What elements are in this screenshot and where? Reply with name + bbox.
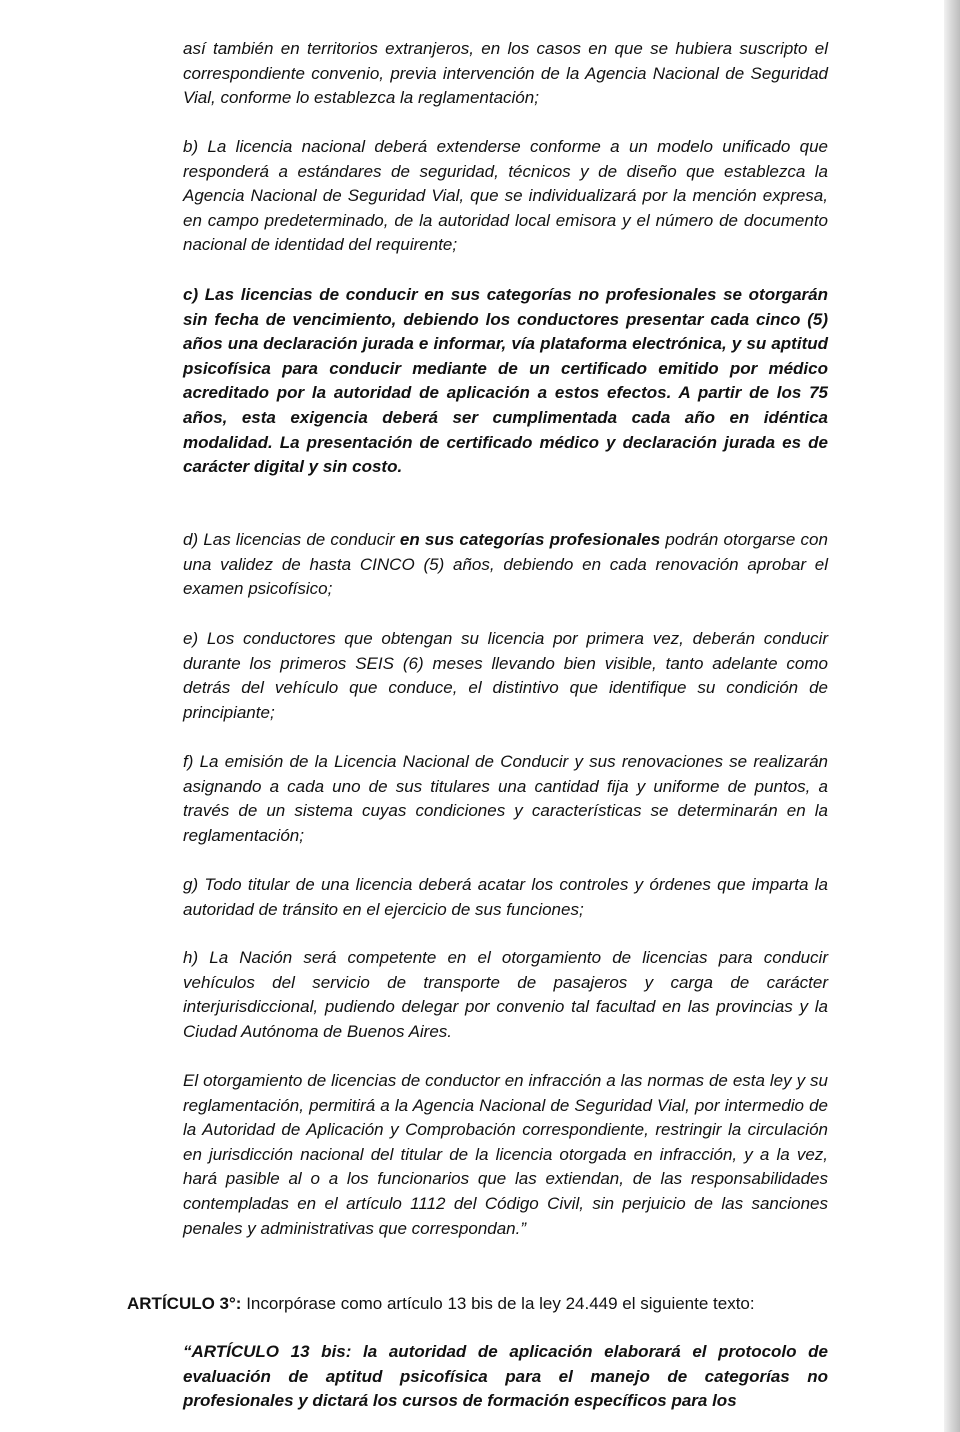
article-13bis-quote: “ARTÍCULO 13 bis: la autoridad de aplicación elaborará el protocolo de evaluación de aptitud psicofísica para el manejo de categorías no profesionales y dictará los cursos de formación específicos para los	[183, 1342, 828, 1411]
page-edge-shadow	[944, 0, 960, 1432]
article-3-label: ARTÍCULO 3°:	[127, 1294, 242, 1313]
paragraph-c: c) Las licencias de conducir en sus categorías no profesionales se otorgarán sin fecha de vencimiento, debiendo los conductores presentar cada cinco (5) años una declaración jurada e informar, vía plataforma electrónica, y su aptitud psicofísica para conducir mediante de un certificado emitido por médico acreditado por la autoridad de aplicación a estos efectos. A partir de los 75 años, esta exigencia deberá ser cumplimentada cada año en idéntica modalidad. La presentación de certificado médico y declaración jurada es de carácter digital y sin costo.	[183, 285, 828, 477]
paragraph-d-part2: podrán otorgarse con una validez de hasta CINCO (5) años, debiendo en cada renovación aprobar el examen psicofísico;	[183, 530, 828, 599]
paragraph-d	[183, 528, 828, 602]
paragraph-b: b) La licencia nacional deberá extenderse conforme a un modelo unificado que responderá a estándares de seguridad, técnicos y de diseño que establezca la Agencia Nacional de Seguridad Vial, que se individualizará por la mención expresa, en campo predeterminado, de la autoridad local emisora y el número de documento nacional de identidad del requirente;	[183, 137, 828, 255]
paragraph-e: e) Los conductores que obtengan su licencia por primera vez, deberán conducir durante los primeros SEIS (6) meses llevando bien visible, tanto adelante como detrás del vehículo que conduce, el distintivo que identifique su condición de principiante;	[183, 629, 828, 722]
paragraph-continuation: así también en territorios extranjeros, en los casos en que se hubiera suscripto el correspondiente convenio, previa intervención de la Agencia Nacional de Seguridad Vial, conforme lo establezca la reglamentación;	[183, 39, 828, 108]
paragraph-closing: El otorgamiento de licencias de conductor en infracción a las normas de esta ley y su reglamentación, permitirá a la Agencia Nacional de Seguridad Vial, por intermedio de la Autoridad de Aplicación y Comprobación correspondiente, restringir la circulación en jurisdicción nacional del titular de la licencia otorgada en infracción, y a la vez, hará pasible al o a los funcionarios que las extiendan, de las responsabilidades contempladas en el artículo 1112 del Código Civil, sin perjuicio de las sanciones penales y administrativas que correspondan.”	[183, 1071, 828, 1238]
article-3-text: Incorpórase como artículo 13 bis de la ley 24.449 el siguiente texto:	[241, 1294, 755, 1313]
paragraph-d-part1: d) Las licencias de conducir	[183, 530, 400, 549]
paragraph-g: g) Todo titular de una licencia deberá acatar los controles y órdenes que imparta la autoridad de tránsito en el ejercicio de sus funciones;	[183, 875, 828, 919]
article-3-heading	[127, 1292, 828, 1317]
paragraph-d-bold: en sus categorías profesionales	[399, 530, 661, 549]
paragraph-f: f) La emisión de la Licencia Nacional de Conducir y sus renovaciones se realizarán asignando a cada uno de sus titulares una cantidad fija y uniforme de puntos, a través de un sistema cuyas condiciones y características se determinarán en la reglamentación;	[183, 752, 828, 845]
paragraph-h: h) La Nación será competente en el otorgamiento de licencias para conducir vehículos del servicio de transporte de pasajeros y carga de carácter interjurisdiccional, pudiendo delegar por convenio tal facultad en las provincias y la Ciudad Autónoma de Buenos Aires.	[183, 948, 828, 1041]
